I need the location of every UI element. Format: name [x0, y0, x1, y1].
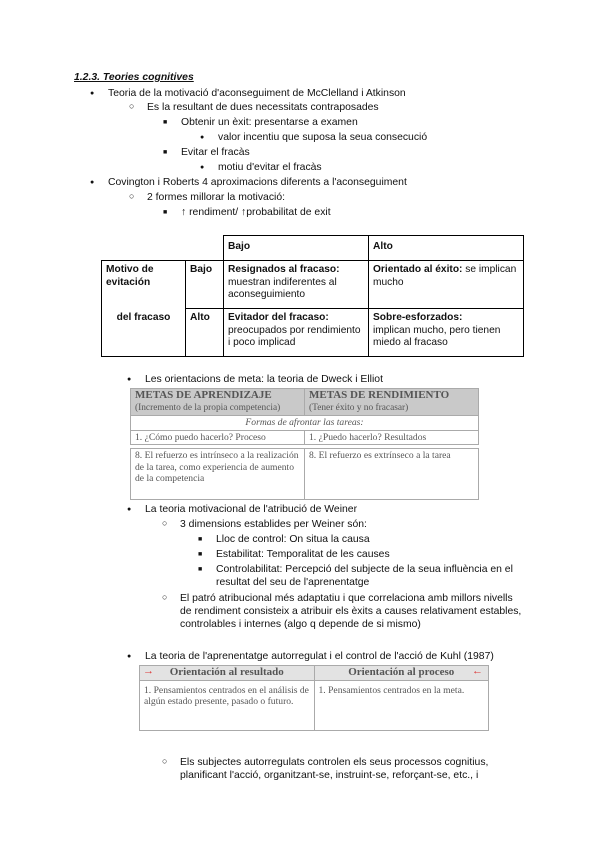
cell-resignados-title: Resignados al fracaso:: [228, 264, 340, 275]
bullet-weiner: ● La teoria motivacional de l'atribució de Weiner: [145, 503, 357, 516]
arrow-right-icon: →: [143, 665, 154, 677]
row-level-bajo: Bajo: [186, 261, 224, 309]
dweck-header-aprendizaje: [131, 389, 305, 416]
row-label-fracaso: del fracaso: [102, 309, 186, 357]
kuhl-header-resultado: Orientación al resultado: [140, 666, 315, 681]
cell-sobre-esforzados: [369, 309, 524, 357]
arrow-left-icon: ←: [472, 665, 483, 677]
row-label-motivo: Motivo de evitación: [102, 261, 186, 309]
cell-orientado-text: se implican mucho: [373, 264, 517, 288]
dweck-q1: 1. ¿Cómo puedo hacerlo? Proceso: [131, 430, 305, 445]
col-header-alto: Alto: [369, 236, 524, 261]
bullet-controlabilitat: ■ Controlabilitat: Percepció del subjecte de la seua influència en el resultat del seu de l'aprenentatge: [216, 563, 526, 589]
dweck-h2-sub: (Tener éxito y no fracasar): [309, 402, 409, 413]
bullet-valor-incentiu: ● valor incentiu que suposa la seua consecució: [218, 131, 427, 144]
bullet-2-formes: ○ 2 formes millorar la motivació:: [147, 191, 285, 204]
cell-sobre-title: Sobre-esforzados:: [373, 312, 463, 323]
dweck-table-image: [130, 388, 479, 500]
bullet-covington: ● Covington i Roberts 4 aproximacions diferents a l'aconseguiment: [108, 176, 407, 189]
cell-resignados: [224, 261, 369, 309]
cell-resignados-text: muestran indiferentes al aconseguimiento: [228, 276, 337, 300]
dweck-formas: Formas de afrontar las tareas:: [131, 416, 479, 431]
bullet-mcclelland: ● Teoria de la motivació d'aconseguiment de McClelland i Atkinson: [108, 87, 406, 100]
kuhl-c2: 1. Pensamientos centrados en la meta.: [314, 680, 489, 730]
col-header-bajo: Bajo: [224, 236, 369, 261]
cell-evitador-text: preocupados por rendimiento i poco implicad: [228, 324, 361, 348]
bullet-kuhl: ● La teoria de l'aprenentatge autorregulat i el control de l'acció de Kuhl (1987): [145, 650, 494, 663]
bullet-motiu-evitar: ● motiu d'evitar el fracàs: [218, 161, 322, 174]
cell-evitador-title: Evitador del fracaso:: [228, 312, 329, 323]
bullet-estabilitat: ■ Estabilitat: Temporalitat de les causes: [216, 548, 390, 561]
kuhl-table-image: [139, 665, 489, 731]
dweck-h1-sub: (Incremento de la propia competencia): [135, 402, 281, 413]
bullet-lloc-control: ■ Lloc de control: On situa la causa: [216, 533, 370, 546]
bullet-dweck: ● Les orientacions de meta: la teoria de Dweck i Elliot: [145, 373, 383, 386]
bullet-patro-atribucional: ○ El patró atribucional més adaptatiu i que correlaciona amb millors nivells de rendiment consisteix a atribuir els èxits a causes relativament estables, controlables i internes (algo q depende de si mismo): [180, 592, 525, 631]
bullet-resultant: ○ Es la resultant de dues necessitats contraposades: [147, 101, 379, 114]
dweck-r1: 8. El refuerzo es intrínseco a la realización de la tarea, como experiencia de aumento de la competencia: [131, 449, 305, 500]
bullet-rendiment: ■ ↑ rendiment/ ↑probabilitat de exit: [181, 206, 331, 219]
dweck-q2: 1. ¿Puedo hacerlo? Resultados: [305, 430, 479, 445]
kuhl-c1: 1. Pensamientos centrados en el análisis de algún estado presente, pasado o futuro.: [140, 680, 315, 730]
cell-orientado-exito: [369, 261, 524, 309]
dweck-h2: METAS DE RENDIMIENTO: [309, 389, 450, 401]
dweck-r2: 8. El refuerzo es extrínseco a la tarea: [305, 449, 479, 500]
motivation-table: [101, 235, 524, 357]
cell-evitador: [224, 309, 369, 357]
bullet-obtenir-exit: ■ Obtenir un èxit: presentarse a examen: [181, 116, 358, 129]
dweck-header-rendimiento: [305, 389, 479, 416]
cell-sobre-text: implican mucho, pero tienen miedo al fracaso: [373, 324, 501, 348]
bullet-evitar-fracas: ■ Evitar el fracàs: [181, 146, 250, 159]
row-level-alto: Alto: [186, 309, 224, 357]
dweck-h1: METAS DE APRENDIZAJE: [135, 389, 272, 401]
section-title: 1.2.3. Teories cognitives: [74, 72, 194, 83]
bullet-autorregulats: ○ Els subjectes autorregulats controlen els seus processos cognitius, planificant l'acció, organitzant-se, instruint-se, reforçant-se, etc., i: [180, 756, 525, 782]
bullet-3-dimensions: ○ 3 dimensions establides per Weiner són:: [180, 518, 367, 531]
kuhl-header-proceso: Orientación al proceso: [314, 666, 489, 681]
cell-orientado-title: Orientado al éxito:: [373, 264, 463, 275]
